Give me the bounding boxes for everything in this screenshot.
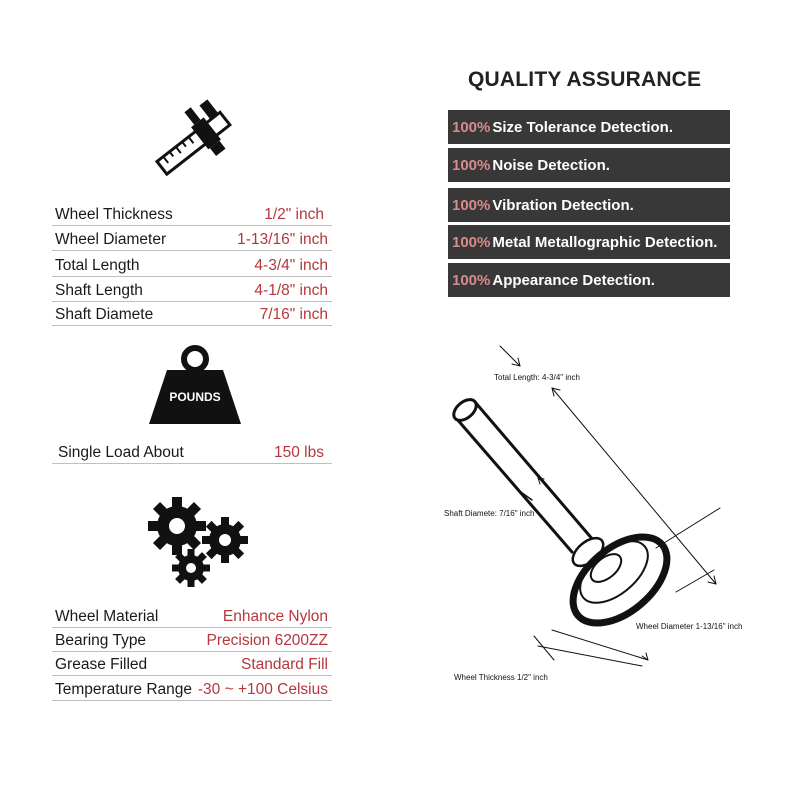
qa-item-pct: 100% xyxy=(452,196,491,214)
spec-label: Wheel Thickness xyxy=(55,206,173,223)
qa-item-appearance xyxy=(448,263,730,297)
spec-value: Enhance Nylon xyxy=(222,608,328,625)
spec-value: -30 ~ +100 Celsius xyxy=(197,681,328,698)
qa-item-pct: 100% xyxy=(452,118,491,136)
spec-row-grease-filled xyxy=(52,652,332,676)
gears-icon xyxy=(145,494,250,589)
qa-item-pct: 100% xyxy=(452,271,491,289)
spec-value: Standard Fill xyxy=(240,656,328,673)
qa-item-pct: 100% xyxy=(452,233,491,251)
spec-value: 4-1/8" inch xyxy=(254,282,328,299)
spec-row-shaft-length xyxy=(52,278,332,302)
spec-row-temperature-range xyxy=(52,677,332,701)
spec-row-wheel-material xyxy=(52,604,332,628)
spec-row-bearing-type xyxy=(52,628,332,652)
spec-label: Wheel Material xyxy=(55,608,159,625)
qa-item-vibration xyxy=(448,188,730,222)
caliper-icon xyxy=(145,92,245,187)
qa-item-text: Noise Detection. xyxy=(492,156,610,174)
qa-item-text: Size Tolerance Detection. xyxy=(492,118,673,136)
spec-label: Bearing Type xyxy=(55,632,147,649)
qa-item-size-tolerance xyxy=(448,110,730,144)
qa-item-pct: 100% xyxy=(452,156,491,174)
spec-row-shaft-diameter xyxy=(52,302,332,326)
qa-item-text: Vibration Detection. xyxy=(492,196,634,214)
qa-title: QUALITY ASSURANCE xyxy=(468,68,702,91)
spec-value: 7/16" inch xyxy=(259,306,328,323)
qa-item-text: Metal Metallographic Detection. xyxy=(492,233,718,251)
qa-item-noise xyxy=(448,148,730,182)
diagram-label-wheel-diameter: Wheel Diameter 1-13/16" inch xyxy=(636,622,743,631)
spec-label: Temperature Range xyxy=(55,681,192,698)
qa-item-metallographic xyxy=(448,225,730,259)
spec-value: 150 lbs xyxy=(274,444,324,461)
spec-value: 4-3/4" inch xyxy=(254,257,328,274)
spec-label: Shaft Diamete xyxy=(55,306,154,323)
spec-value: 1-13/16" inch xyxy=(237,231,328,248)
spec-value: Precision 6200ZZ xyxy=(206,632,328,649)
diagram-label-wheel-thickness: Wheel Thickness 1/2" inch xyxy=(454,673,548,682)
spec-value: 1/2" inch xyxy=(264,206,324,223)
spec-label: Single Load About xyxy=(58,444,184,461)
spec-row-single-load xyxy=(52,440,332,464)
diagram-label-total-length: Total Length: 4-3/4" inch xyxy=(494,373,581,382)
spec-row-wheel-thickness xyxy=(52,202,332,226)
spec-label: Shaft Length xyxy=(55,282,143,299)
diagram-label-shaft-diameter: Shaft Diamete: 7/16" inch xyxy=(444,509,535,518)
weight-icon-text: POUNDS xyxy=(169,390,221,404)
spec-label: Grease Filled xyxy=(55,656,148,673)
spec-row-total-length xyxy=(52,253,332,277)
spec-label: Wheel Diameter xyxy=(55,231,167,248)
spec-row-wheel-diameter xyxy=(52,227,332,251)
qa-item-text: Appearance Detection. xyxy=(492,271,655,289)
caster-dimension-diagram xyxy=(420,330,780,710)
spec-label: Total Length xyxy=(55,257,140,274)
weight-icon xyxy=(145,344,245,428)
